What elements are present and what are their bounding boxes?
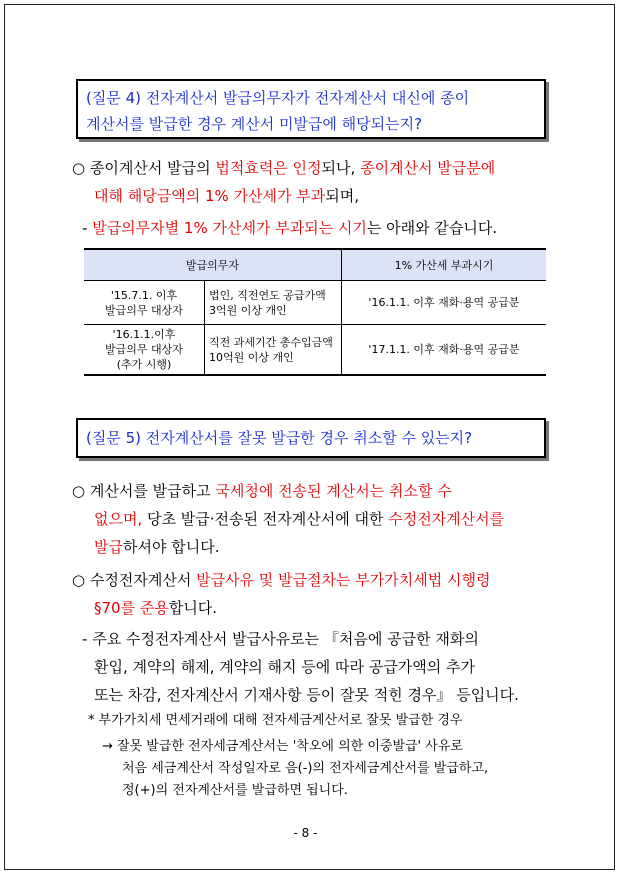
question-5-box: [76, 418, 546, 458]
bullet-circle: ○: [72, 571, 86, 589]
bullet-circle: ○: [72, 482, 86, 500]
dash: -: [82, 630, 88, 648]
paragraph-penalty-timing: - 발급의무자별 1% 가산세가 부과되는 시기는 아래와 같습니다.: [82, 219, 498, 237]
page-number: - 8 -: [293, 826, 318, 840]
table-row: '16.1.1.이후 발급의무 대상자 (추가 시행) 직전 과세기간 총수입금액 10억원 이상 개인 '17.1.1. 이후 재화·용역 공급분: [84, 325, 546, 376]
note-tax-free-transaction: * 부가가치세 면세거래에 대해 전자세금계산서로 잘못 발급한 경우: [88, 713, 463, 728]
table-row: '15.7.1. 이후 발급의무 대상자 법인, 직전연도 공급가액 3억원 이상 개인 '16.1.1. 이후 재화·용역 공급분: [84, 281, 546, 325]
question-4-line2: 계산서를 발급한 경우 계산서 미발급에 해당되는지?: [86, 115, 423, 133]
question-5-line1: (질문 5) 전자계산서를 잘못 발급한 경우 취소할 수 있는지?: [86, 429, 473, 447]
arrow-guidance: → 잘못 발급한 전자세금계산서는 '착오에 의한 이중발급' 사유로 처음 세금계산서 작성일자로 음(-)의 전자세금계산서를 발급하고, 정(+)의 전자계산서를 발급하면 됩니다.: [102, 739, 489, 798]
paragraph-cancellation: ○ 계산서를 발급하고 국세청에 전송된 계산서는 취소할 수 없으며, 당초 발급·전송된 전자계산서에 대한 수정전자계산서를 발급하셔야 합니다.: [72, 482, 505, 556]
question-4-line1: (질문 4) 전자계산서 발급의무자가 전자계산서 대신에 종이: [86, 89, 470, 107]
bullet-circle: ○: [72, 159, 86, 177]
penalty-table: [84, 248, 546, 376]
table-header-penalty-date: 1% 가산세 부과시기: [342, 249, 547, 281]
table-header-row: [84, 249, 546, 281]
paragraph-amendment-procedure: ○ 수정전자계산서 발급사유 및 발급절차는 부가가치세법 시행령 §70를 준용합니다.: [72, 571, 491, 617]
paragraph-paper-invoice: ○ 종이계산서 발급의 법적효력은 인정되나, 종이계산서 발급분에 대해 해당금액의 1% 가산세가 부과되며,: [72, 159, 496, 205]
question-4-box: [76, 79, 546, 139]
dash: -: [82, 219, 88, 237]
paragraph-amendment-reasons: - 주요 수정전자계산서 발급사유로는 『처음에 공급한 재화의 환입, 계약의 해제, 계약의 해지 등에 따라 공급가액의 추가 또는 차감, 전자계산서 기재사항 등이 잘못 적힌 경우』 등입니다.: [82, 630, 519, 704]
table-header-obligor: 발급의무자: [84, 249, 342, 281]
arrow-right-icon: →: [102, 739, 113, 754]
